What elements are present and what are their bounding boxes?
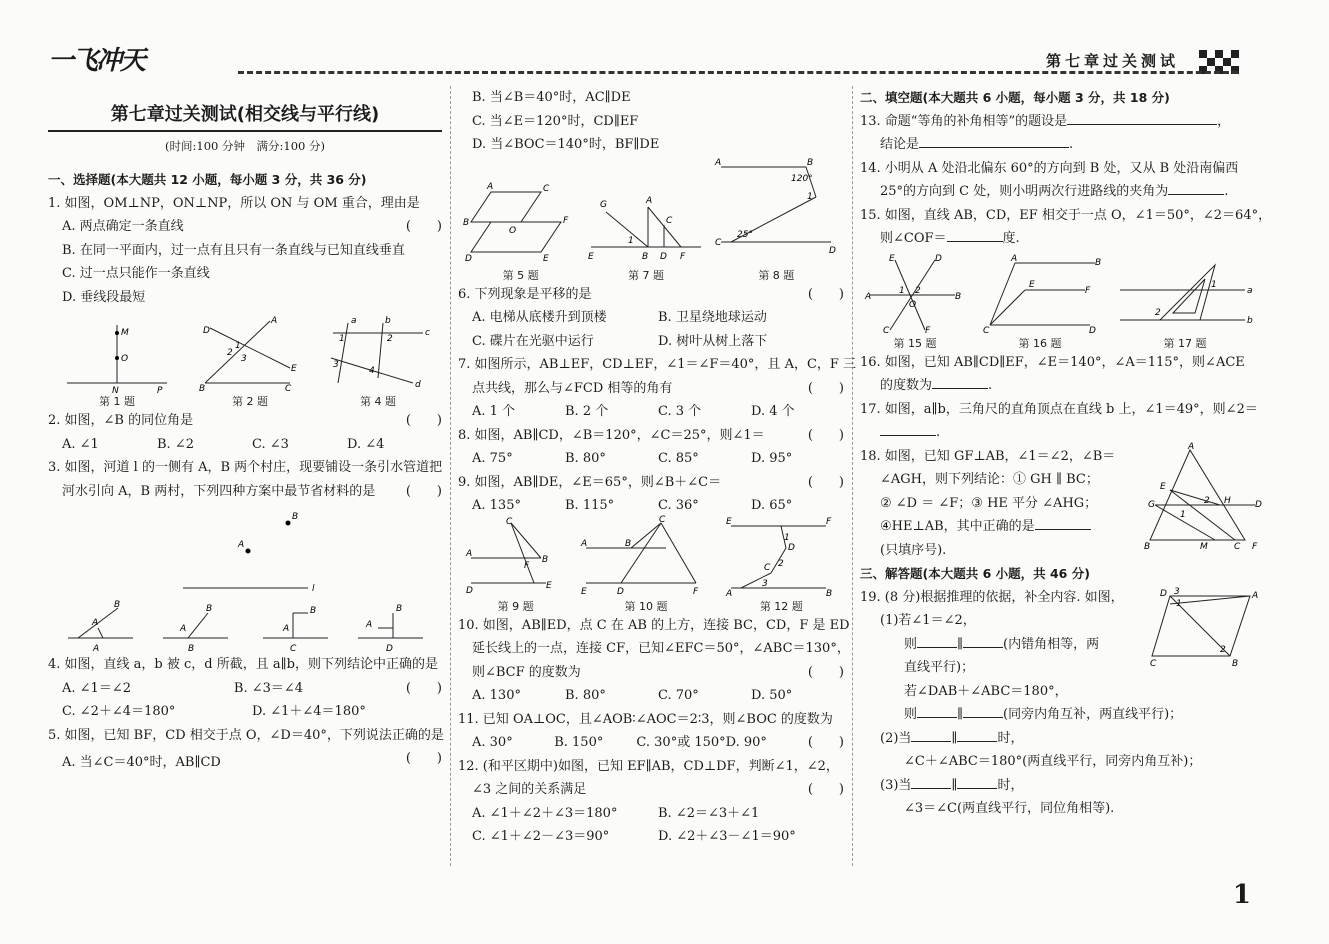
chapter-tag: 第七章过关测试 <box>1045 52 1179 70</box>
svg-text:d: d <box>415 380 421 390</box>
svg-text:A: A <box>92 618 99 628</box>
svg-text:E: E <box>542 253 549 264</box>
page-number: 1 <box>1232 880 1251 910</box>
svg-text:A: A <box>645 195 653 206</box>
question-17: 17. 如图，a∥b，三角尺的直角顶点在直线 b 上，∠1＝49°，则∠2＝ <box>860 401 1258 417</box>
figure-q15-diagram <box>865 255 965 335</box>
option: C. 当∠E＝120°时，CD∥EF <box>472 113 639 129</box>
question-19-part: (1)若∠1＝∠2， <box>880 613 976 628</box>
question-19-line: 直线平行)； <box>904 660 975 675</box>
svg-text:B: B <box>641 251 649 262</box>
question-18: 18. 如图，已知 GF⊥AB，∠1＝∠2，∠B＝ <box>860 448 1116 464</box>
svg-text:E: E <box>580 586 587 597</box>
svg-text:D: D <box>788 542 796 553</box>
svg-text:A: A <box>865 291 872 302</box>
section-heading: 三、解答题(本大题共 6 小题，共 46 分) <box>860 566 1090 581</box>
question-10-cont: 则∠BCF 的度数为 ( ) <box>472 664 844 680</box>
svg-text:B: B <box>955 291 962 302</box>
svg-text:A: A <box>1252 590 1259 601</box>
svg-text:F: F <box>1085 285 1091 296</box>
svg-text:B: B <box>541 554 548 565</box>
question-19: 19. (8 分)根据推理的依据，补全内容. 如图， <box>860 589 1124 605</box>
options-row: A. ∠1 B. ∠2 C. ∠3 D. ∠4 <box>62 436 385 452</box>
answer-blank[interactable] <box>963 717 1003 718</box>
figure-q1: M O N P 第 1 题 <box>57 313 177 409</box>
svg-text:D: D <box>1255 499 1262 510</box>
figure-row <box>458 157 844 283</box>
figure-q2-diagram <box>195 313 305 393</box>
option: D. 垂线段最短 <box>62 289 146 305</box>
answer-blank[interactable] <box>917 717 957 718</box>
figure-q1-diagram <box>57 313 177 396</box>
svg-text:C: C <box>715 237 722 248</box>
svg-text:G: G <box>599 199 607 210</box>
svg-text:1: 1 <box>1176 598 1182 609</box>
svg-text:a: a <box>351 316 357 326</box>
svg-text:1: 1 <box>784 532 791 543</box>
options-row: C. ∠1＋∠2－∠3＝90° D. ∠2＋∠3－∠1＝90° <box>472 829 796 844</box>
figure-q3-diagram <box>48 503 442 653</box>
figure-row <box>860 255 1260 351</box>
svg-text:B: B <box>1232 658 1239 669</box>
figure-q18-diagram <box>1140 441 1262 555</box>
svg-text:M: M <box>1200 541 1208 552</box>
svg-text:F: F <box>1252 541 1258 552</box>
figure-row <box>48 313 442 409</box>
svg-text:D: D <box>829 245 837 256</box>
svg-text:B: B <box>462 217 469 228</box>
column-divider <box>450 86 451 866</box>
question-11: 11. 已知 OA⊥OC，且∠AOB∶∠AOC＝2∶3，则∠BOC 的度数为 <box>458 711 833 727</box>
answer-blank[interactable] <box>917 647 957 648</box>
svg-text:1: 1 <box>1211 279 1217 290</box>
svg-text:M: M <box>121 328 129 338</box>
answer-blank[interactable] <box>1067 124 1217 125</box>
svg-text:B: B <box>310 606 317 616</box>
svg-text:O: O <box>508 225 516 236</box>
svg-text:F: F <box>562 215 568 226</box>
svg-text:B: B <box>292 512 299 522</box>
question-18-cont: ∠AGH，则下列结论：① GH ∥ BC； <box>880 472 1099 487</box>
options-row: A. 130° B. 80° C. 70° D. 50° <box>472 688 793 703</box>
svg-text:A: A <box>465 548 472 559</box>
question-7: 7. 如图所示，AB⊥EF，CD⊥EF，∠1＝∠F＝40°，且 A，C，F 三 <box>458 357 857 372</box>
question-19-line: ∠3＝∠C(两直线平行，同位角相等). <box>904 801 1115 816</box>
svg-text:C: C <box>764 562 771 573</box>
svg-text:D: D <box>465 585 473 596</box>
svg-text:4: 4 <box>369 366 375 376</box>
svg-text:A: A <box>366 620 373 630</box>
options-row: A. ∠1＝∠2 B. ∠3＝∠4 <box>62 680 304 696</box>
svg-text:O: O <box>909 299 917 310</box>
figure-q10: C A B E D F 第 10 题 <box>581 518 711 614</box>
question-5: 5. 如图，已知 BF，CD 相交于点 O，∠D＝40°，下列说法正确的是 <box>48 727 444 743</box>
answer-blank[interactable] <box>957 741 997 742</box>
column-divider <box>852 86 853 866</box>
question-19-part: (2)当 ∥ 时， <box>880 730 1024 746</box>
svg-text:A: A <box>580 538 588 549</box>
svg-text:F: F <box>826 516 832 527</box>
svg-text:C: C <box>290 644 297 654</box>
svg-text:E: E <box>1029 279 1035 290</box>
figure-q9-diagram <box>466 518 566 598</box>
svg-text:N: N <box>112 386 119 396</box>
svg-text:D: D <box>464 253 472 264</box>
svg-text:D: D <box>386 644 393 654</box>
question-8: 8. 如图，AB∥CD，∠B＝120°，∠C＝25°，则∠1＝ ( ) <box>458 427 844 443</box>
svg-text:2: 2 <box>1204 495 1210 506</box>
section-heading: 一、选择题(本大题共 12 小题，每小题 3 分，共 36 分) <box>48 172 367 187</box>
question-19-line: 若∠DAB＋∠ABC＝180°， <box>904 683 1068 699</box>
svg-text:2: 2 <box>227 348 233 358</box>
svg-text:C: C <box>883 325 890 336</box>
question-19-line: ∠C＋∠ABC＝180°(两直线平行，同旁内角互补)； <box>904 754 1202 769</box>
column-right <box>860 86 1272 821</box>
svg-text:C: C <box>1150 658 1157 669</box>
svg-text:B: B <box>807 157 814 168</box>
question-1: 1. 如图，OM⊥NP，ON⊥NP，所以 ON 与 OM 重合，理由是 ( ) <box>48 195 442 234</box>
question-19-part: (3)当 ∥ 时， <box>880 777 1024 793</box>
svg-text:2: 2 <box>1155 307 1161 318</box>
question-19-line: 则 ∥ (同旁内角互补，两直线平行)； <box>904 707 1183 722</box>
figure-q17: a b 1 2 第 17 题 <box>1115 255 1255 351</box>
figure-q16-diagram <box>975 255 1105 335</box>
question-18-block <box>860 441 1262 563</box>
svg-text:2: 2 <box>1220 644 1226 655</box>
svg-text:120°: 120° <box>791 173 813 184</box>
figure-q19-diagram <box>1150 586 1260 669</box>
svg-text:b: b <box>1247 315 1253 326</box>
svg-text:A: A <box>1011 253 1018 264</box>
figure-q2: D A E B C 1 2 3 第 2 题 <box>195 313 305 409</box>
svg-text:b: b <box>385 316 391 326</box>
figure-q4-diagram <box>323 313 433 393</box>
brand-logo: 一飞冲天 <box>48 46 145 76</box>
svg-text:B: B <box>199 384 206 394</box>
svg-text:E: E <box>889 253 895 264</box>
svg-text:D: D <box>935 253 942 264</box>
svg-text:H: H <box>1224 495 1231 506</box>
answer-blank[interactable] <box>963 647 1003 648</box>
column-left: 第七章过关测试(相交线与平行线) (时间:100 分钟 满分:100 分) 一、选择题(本大题共 12 小题，每小题 3 分，共 36 分) 1. 如图，OM⊥NP，ON⊥NP，所以 ON 与 OM 重合，理由是 ( ) A. 两点确定一条直线 B. 在同一平面内，过一点有且只有一条直线与已知直线垂直 C. 过一点只能作一条直线 D. 垂线段最短 M O N P 第 1 题 D A E B C 1 2 3 第 2 题 a b c d 1 2 3 4 第 4 题 2. 如图，∠B 的同位角是 ( ) A. ∠1 B. ∠2 C. ∠3 D. ∠4 3. 如图，河道 l 的一侧有 A，B 两个村庄，现要铺设一条引水管道把 河水引向 A，B 两村，下列四种方案中最节省材料的是 ( ) B A l B A A B A B B A C B A D 4. 如图，直线 a，b 被 c，d 所截，且 a∥b，则下列结论中正确的是 ( ) A. ∠1＝∠2 B. ∠3＝∠4 C. ∠2＋∠4＝180° D. ∠1＋∠4＝180° 5. 如图，已知 BF，CD 相交于点 O，∠D＝40°，下列说法正确的是 ( ) A. 当∠C＝40°时，AB∥CD <box>48 86 442 775</box>
question-19-block <box>860 586 1260 680</box>
svg-text:E: E <box>291 364 297 374</box>
figure-q8-diagram <box>711 157 841 267</box>
paper-title: 第七章过关测试(相交线与平行线) <box>48 100 442 132</box>
figure-q7: G A C 1 E B D F 第 7 题 <box>586 177 706 283</box>
svg-text:C: C <box>665 215 673 226</box>
svg-text:A: A <box>283 624 290 634</box>
svg-text:E: E <box>545 580 552 591</box>
question-18-cont: (只填序号). <box>880 542 947 558</box>
svg-text:E: E <box>726 516 732 527</box>
svg-text:1: 1 <box>235 341 241 351</box>
svg-text:C: C <box>983 325 990 336</box>
question-17-cont: . <box>860 421 1260 445</box>
svg-text:B: B <box>1144 541 1151 552</box>
svg-text:B: B <box>1095 257 1102 268</box>
question-12-cont: ∠3 之间的关系满足 ( ) <box>472 782 844 797</box>
svg-text:1: 1 <box>807 191 814 202</box>
answer-blank[interactable] <box>1035 529 1091 530</box>
question-14: 14. 小明从 A 处沿北偏东 60°的方向到 B 处，又从 B 处沿南偏西 <box>860 160 1239 176</box>
figure-q5-diagram <box>461 177 581 267</box>
svg-text:3: 3 <box>1174 586 1180 597</box>
answer-blank[interactable] <box>919 147 1069 148</box>
svg-text:D: D <box>659 251 667 262</box>
question-18-cont: ② ∠D ＝ ∠F；③ HE 平分 ∠AHG； <box>880 495 1098 511</box>
svg-text:1: 1 <box>1180 509 1186 520</box>
svg-text:A: A <box>93 644 100 654</box>
svg-text:l: l <box>312 584 315 594</box>
svg-text:B: B <box>826 588 833 599</box>
question-13: 13. 命题“等角的补角相等”的题设是 ， <box>860 113 1231 129</box>
svg-text:A: A <box>180 624 187 634</box>
svg-text:a: a <box>1247 285 1253 296</box>
svg-text:E: E <box>587 251 594 262</box>
figure-q15: E D A B 1 2 O C F 第 15 题 <box>865 255 965 351</box>
answer-blank[interactable] <box>947 241 1003 242</box>
figure-q5: A C B F O D E 第 5 题 <box>461 177 581 283</box>
figure-q10-diagram <box>580 514 711 598</box>
svg-text:2: 2 <box>778 558 785 569</box>
figure-q4: a b c d 1 2 3 4 第 4 题 <box>323 313 433 409</box>
svg-text:A: A <box>726 588 733 599</box>
svg-text:3: 3 <box>333 360 339 370</box>
figure-q8: A B 120° 1 C 25° D 第 8 题 <box>711 157 841 283</box>
options-row: C. 碟片在光驱中运行 D. 树叶从树上落下 <box>472 333 768 349</box>
question-16: 16. 如图，已知 AB∥CD∥EF，∠E＝140°，∠A＝115°，则∠ACE <box>860 354 1245 370</box>
options-row: A. 1 个 B. 2 个 C. 3 个 D. 4 个 <box>472 404 795 419</box>
option: A. 两点确定一条直线 <box>62 219 184 234</box>
svg-text:A: A <box>1188 441 1195 452</box>
figure-q12-diagram <box>726 518 836 598</box>
svg-text:O: O <box>121 354 129 364</box>
question-18-cont: ④HE⊥AB，其中正确的是 <box>860 515 1115 539</box>
question-9: 9. 如图，AB∥DE，∠E＝65°，则∠B＋∠C＝ ( ) <box>458 474 844 490</box>
svg-text:F: F <box>925 325 931 336</box>
svg-text:F: F <box>679 251 686 262</box>
options-row: A. ∠1＋∠2＋∠3＝180° B. ∠2＝∠3＋∠1 <box>472 805 760 821</box>
svg-text:1: 1 <box>627 235 634 246</box>
answer-blank[interactable] <box>932 388 988 389</box>
figure-q16: A B E F C D 第 16 题 <box>975 255 1105 351</box>
svg-text:B: B <box>206 604 213 614</box>
svg-text:C: C <box>658 514 666 525</box>
figure-q12: E F 1 2 3 D C A B 第 12 题 <box>726 518 836 614</box>
question-13-cont: 结论是 . <box>880 137 1074 152</box>
options-row: A. 75° B. 80° C. 85° D. 95° <box>472 451 793 466</box>
option: B. 当∠B＝40°时，AC∥DE <box>472 90 631 105</box>
svg-text:E: E <box>1160 481 1166 492</box>
question-4: 4. 如图，直线 a，b 被 c，d 所截，且 a∥b，则下列结论中正确的是 <box>48 657 438 672</box>
svg-text:C: C <box>505 516 512 527</box>
svg-text:A: A <box>271 316 278 326</box>
question-15-cont: 则∠COF＝ 度. <box>880 231 1020 246</box>
svg-text:A: A <box>238 540 245 550</box>
question-14-cont: 25°的方向到 C 处，则小明两次行进路线的夹角为 . <box>880 184 1229 199</box>
answer-blank[interactable] <box>880 435 936 436</box>
header-rule <box>238 71 1238 74</box>
svg-text:2: 2 <box>915 285 921 296</box>
svg-text:B: B <box>188 644 195 654</box>
svg-text:C: C <box>542 183 549 194</box>
svg-text:1: 1 <box>899 285 905 296</box>
svg-text:25°: 25° <box>737 229 754 240</box>
svg-text:B: B <box>114 600 121 610</box>
figure-q9: C A B F D E 第 9 题 <box>466 518 566 614</box>
figure-q7-diagram <box>586 177 706 267</box>
svg-text:P: P <box>157 386 163 396</box>
question-6: 6. 下列现象是平移的是 ( ) <box>458 286 844 302</box>
svg-text:C: C <box>1234 541 1241 552</box>
svg-text:F: F <box>692 586 699 597</box>
question-3-cont: 河水引向 A，B 两村，下列四种方案中最节省材料的是 ( ) <box>62 483 442 499</box>
question-12: 12. (和平区期中)如图，已知 EF∥AB，CD⊥DF，判断∠1，∠2， <box>458 758 839 774</box>
option: D. 当∠BOC＝140°时，BF∥DE <box>472 137 660 152</box>
option: B. 在同一平面内，过一点有且只有一条直线与已知直线垂直 <box>62 242 405 258</box>
svg-text:B: B <box>396 604 403 614</box>
svg-text:c: c <box>425 328 430 338</box>
question-15: 15. 如图，直线 AB，CD，EF 相交于一点 O，∠1＝50°，∠2＝64°， <box>860 207 1272 223</box>
options-row: A. 135° B. 115° C. 36° D. 65° <box>472 498 793 513</box>
svg-text:C: C <box>285 384 292 394</box>
svg-text:B: B <box>624 538 632 549</box>
svg-text:D: D <box>616 586 624 597</box>
answer-blank[interactable] <box>911 741 951 742</box>
question-10-cont: 延长线上的一点，连接 CF，已知∠EFC＝50°，∠ABC＝130°， <box>472 641 850 656</box>
question-3: 3. 如图，河道 l 的一侧有 A，B 两个村庄，现要铺设一条引水管道把 <box>48 460 443 475</box>
svg-text:D: D <box>1160 588 1167 599</box>
svg-text:2: 2 <box>387 334 393 344</box>
option: C. 过一点只能作一条直线 <box>62 266 210 281</box>
answer-blank[interactable] <box>1168 194 1224 195</box>
svg-text:D: D <box>1089 325 1096 336</box>
svg-text:A: A <box>486 181 493 192</box>
answer-blank[interactable] <box>957 788 997 789</box>
column-middle: B. 当∠B＝40°时，AC∥DE C. 当∠E＝120°时，CD∥EF D. 当∠BOC＝140°时，BF∥DE A C B F O D E 第 5 题 G A C 1 E B D F 第 7 题 A B 120° 1 C 25° D 第 8 题 6. 下列现象是平移的是 ( ) A. 电梯从底楼升到顶楼 B. 卫星绕地球运动 C. 碟片在光驱中运行 D. 树叶从树上落下 7. 如图所示，AB⊥EF，CD⊥EF，∠1＝∠F＝40°，且 A，C，F 三 点共线，那么与∠FCD 相等的角有 ( ) A. 1 个 B. 2 个 C. 3 个 D. 4 个 8. 如图，AB∥CD，∠B＝120°，∠C＝25°，则∠1＝ ( ) A. 75° B. 80° C. 85° D. 95° 9. 如图，AB∥DE，∠E＝65°，则∠B＋∠C＝ ( ) A. 135° B. 115° C. 36° D. 65° C A B F D E 第 9 题 C A B E D F 第 10 题 E F 1 2 3 D C A B 第 12 题 10. 如图，AB∥ED，点 C 在 AB 的上方，连接 BC，CD，F 是 ED 延长线上的一点，连接 CF，已知∠EFC＝50°，∠ABC＝130°， 则∠BCF 的度数为 ( ) A. 130° B. 80° C. 70° D. 50° 11. 已知 OA⊥OC，且∠AOB∶∠AOC＝2∶3，则∠BOC 的度数为 ( ) A. 30° B. 150° C. 30°或 150° D. 90° 12. (和平区期中)如图，已知 EF∥AB，CD⊥DF，判断∠1，∠2， ∠3 之间的关系满足 ( ) A. ∠1＋∠2＋∠3＝180° B. ∠2＝∠3＋∠1 C. ∠1＋∠2－∠3＝90° D. ∠2＋∠3－∠1＝90° <box>458 86 844 849</box>
question-10: 10. 如图，AB∥ED，点 C 在 AB 的上方，连接 BC，CD，F 是 ED <box>458 617 850 633</box>
svg-text:A: A <box>715 157 722 168</box>
options-row: A. 30° B. 150° C. 30°或 150° D. 90° <box>472 735 767 750</box>
svg-text:F: F <box>523 560 529 571</box>
question-2: 2. 如图，∠B 的同位角是 ( ) <box>48 413 442 428</box>
svg-text:D: D <box>203 326 210 336</box>
figure-q17-diagram <box>1115 255 1255 335</box>
svg-text:3: 3 <box>762 578 769 589</box>
answer-blank[interactable] <box>911 788 951 789</box>
options-row: A. 电梯从底楼升到顶楼 B. 卫星绕地球运动 <box>472 310 767 325</box>
figure-row <box>458 514 844 614</box>
svg-text:G: G <box>1148 499 1155 510</box>
paper-subtitle: (时间:100 分钟 满分:100 分) <box>165 139 325 153</box>
question-16-cont: 的度数为 . <box>880 378 993 393</box>
question-7-cont: 点共线，那么与∠FCD 相等的角有 ( ) <box>472 380 844 396</box>
option: A. 当∠C＝40°时，AB∥CD <box>62 755 221 770</box>
svg-text:1: 1 <box>339 334 345 344</box>
svg-text:3: 3 <box>241 354 247 364</box>
options-row: C. ∠2＋∠4＝180° D. ∠1＋∠4＝180° <box>62 704 366 719</box>
question-19-line: 则 ∥ (内错角相等，两 <box>904 636 1100 652</box>
section-heading: 二、填空题(本大题共 6 小题，每小题 3 分，共 18 分) <box>860 90 1170 105</box>
